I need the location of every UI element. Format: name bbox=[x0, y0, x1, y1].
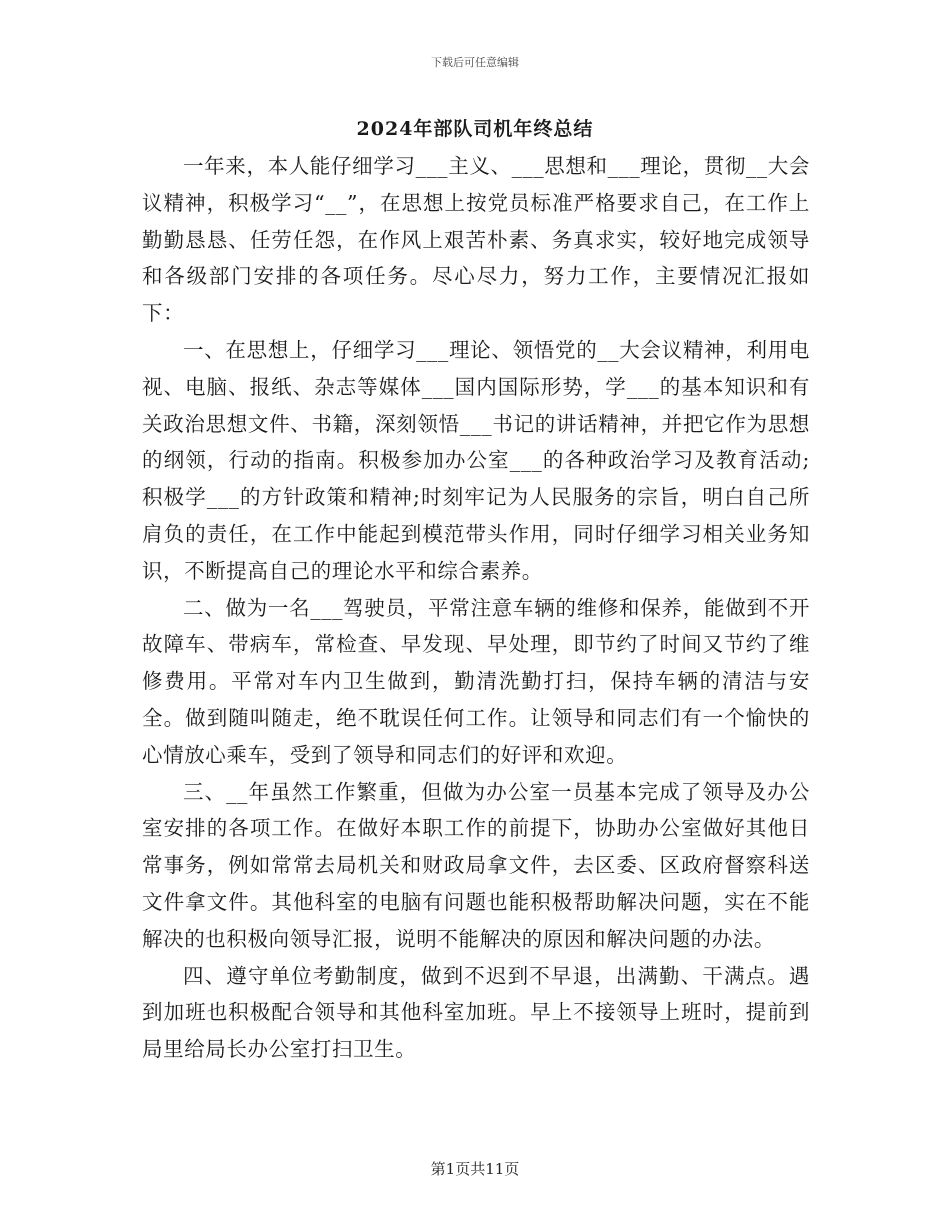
header-note: 下载后可任意编辑 bbox=[431, 56, 519, 69]
document-title: 2024年部队司机年终总结 bbox=[356, 118, 594, 140]
page-number-footer: 第1页共11页 bbox=[430, 1160, 520, 1178]
paragraph-section-2: 二、做为一名___驾驶员，平常注意车辆的维修和保养，能做到不开故障车、带病车，常检查、早发现、早处理，即节约了时间又节约了维修费用。平常对车内卫生做到，勤清洗勤打扫，保持车辆的清洁与安全。做到随叫随走，绝不耽误任何工作。让领导和同志们有一个愉快的心情放心乘车，受到了领导和同志们的好评和欢迎。 bbox=[142, 595, 810, 767]
paragraph-section-4: 四、遵守单位考勤制度，做到不迟到不早退，出满勤、干满点。遇到加班也积极配合领导和其他科室加班。早上不接领导上班时，提前到局里给局长办公室打扫卫生。 bbox=[142, 963, 810, 1062]
paragraph-section-1: 一、在思想上，仔细学习___理论、领悟党的__大会议精神，利用电视、电脑、报纸、杂志等媒体___国内国际形势，学___的基本知识和有关政治思想文件、书籍，深刻领悟___书记的讲话精神，并把它作为思想的纲领，行动的指南。积极参加办公室___的各种政治学习及教育活动;积极学___的方针政策和精神;时刻牢记为人民服务的宗旨，明白自己所肩负的责任，在工作中能起到模范带头作用，同时仔细学习相关业务知识，不断提高自己的理论水平和综合素养。 bbox=[142, 337, 810, 583]
document-body bbox=[142, 148, 810, 1068]
paragraph-intro: 一年来，本人能仔细学习___主义、___思想和___理论，贯彻__大会议精神，积极学习“__”，在思想上按党员标准严格要求自己，在工作上勤勤恳恳、任劳任怨，在作风上艰苦朴素、务真求实，较好地完成领导和各级部门安排的各项任务。尽心尽力，努力工作，主要情况汇报如下： bbox=[142, 154, 810, 326]
paragraph-section-3: 三、__年虽然工作繁重，但做为办公室一员基本完成了领导及办公室安排的各项工作。在做好本职工作的前提下，协助办公室做好其他日常事务，例如常常去局机关和财政局拿文件，去区委、区政府督察科送文件拿文件。其他科室的电脑有问题也能积极帮助解决问题，实在不能解决的也积极向领导汇报，说明不能解决的原因和解决问题的办法。 bbox=[142, 779, 810, 951]
